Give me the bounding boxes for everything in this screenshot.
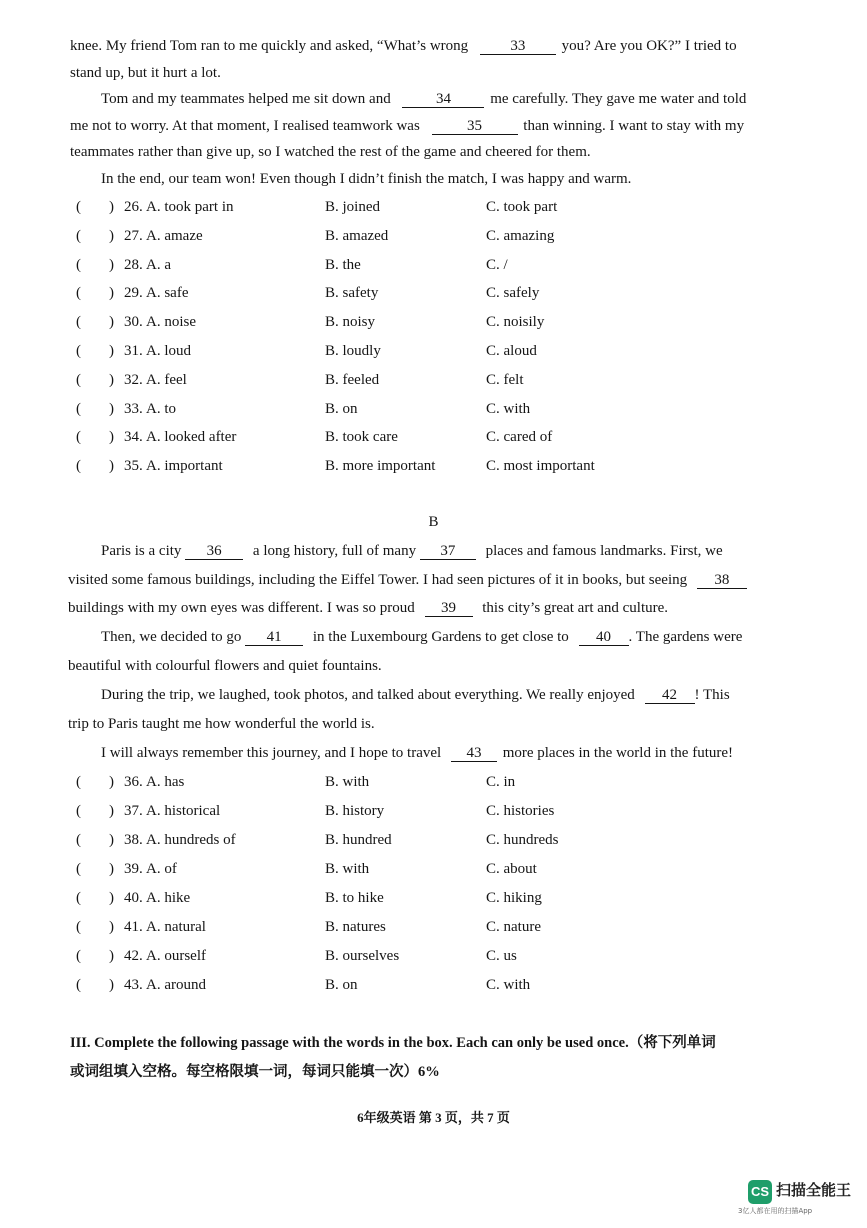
answer-bracket-open: ( [76,948,81,964]
question-row [0,945,867,967]
passage-text: trip to Paris taught me how wonderful the world is. [68,716,375,732]
answer-bracket-open: ( [76,890,81,906]
blank-number: 34 [435,91,451,107]
passage-text: teammates rather than give up, so I watched the rest of the game and cheered for them. [70,144,591,160]
passage-text: more places in the world in the future! [502,745,734,761]
question-row [0,282,867,304]
answer-bracket-close: ) [109,199,114,215]
question-number: 43. [124,977,143,993]
question-number: 31. [124,343,143,359]
answer-blank [697,572,747,589]
option-b: B. with [325,861,370,877]
answer-bracket-open: ( [76,803,81,819]
answer-bracket-close: ) [109,429,114,446]
question-row [0,829,867,851]
answer-bracket-open: ( [76,256,81,273]
blank-number: 37 [440,543,456,559]
answer-bracket-open: ( [76,861,81,877]
passage-text: knee. My friend Tom ran to me quickly and asked, “What’s wrong [70,38,469,54]
answer-bracket-close: ) [109,400,114,417]
passage-text: me carefully. They gave me water and told [490,91,747,107]
answer-blank [245,629,303,646]
passage-text: Then, we decided to go [101,629,242,645]
passage-a-line [70,63,221,83]
option-a: A. took part in [146,199,234,215]
scanner-tagline: 3亿人都在用的扫描App [738,1207,813,1215]
option-a: A. safe [146,285,189,302]
answer-bracket-close: ) [109,314,114,331]
option-c: C. with [486,977,531,993]
option-b: B. history [325,803,385,819]
answer-bracket-open: ( [76,199,81,215]
question-number: 34. [124,429,143,446]
answer-bracket-open: ( [76,285,81,302]
passage-b-line [101,743,733,763]
option-a: A. natural [146,919,206,935]
question-number: 32. [124,371,143,388]
question-number: 36. [124,774,143,790]
answer-bracket-close: ) [109,803,114,819]
option-a: A. hike [146,890,191,906]
passage-b-line [68,598,668,618]
answer-bracket-close: ) [109,371,114,388]
answer-bracket-open: ( [76,314,81,331]
answer-blank [451,745,497,762]
option-c: C. amazing [486,227,555,244]
passage-b-line [68,570,747,590]
question-number: 37. [124,803,143,819]
section-iii-line: III. Complete the following passage with the words in the box. Each can only be used once.（将下列单词 [70,1035,716,1051]
option-b: B. natures [325,919,386,935]
answer-bracket-open: ( [76,400,81,417]
blank-number: 36 [206,543,222,559]
answer-blank [579,629,629,646]
option-b: B. joined [325,199,380,215]
option-c: C. most important [486,458,595,475]
blank-number: 38 [714,572,730,588]
question-row [0,254,867,276]
question-row [0,916,867,938]
answer-bracket-close: ) [109,458,114,475]
section-iii-instructions [70,1062,440,1082]
answer-bracket-open: ( [76,343,81,359]
option-a: A. feel [146,371,187,388]
answer-bracket-close: ) [109,948,114,964]
option-b: B. the [325,256,361,273]
option-c: C. cared of [486,429,553,446]
passage-a-line [70,36,737,56]
option-a: A. around [146,977,206,993]
question-row [0,974,867,996]
answer-bracket-close: ) [109,285,114,302]
answer-bracket-open: ( [76,429,81,446]
option-a: A. has [146,774,185,790]
answer-blank [420,543,476,560]
option-b: B. noisy [325,314,376,331]
option-a: A. of [146,861,177,877]
answer-bracket-close: ) [109,890,114,906]
passage-a-line [70,142,591,162]
question-row [0,369,867,391]
blank-number: 43 [466,745,482,761]
option-c: C. histories [486,803,555,819]
passage-text: this city’s great art and culture. [482,600,669,616]
passage-text: During the trip, we laughed, took photos, and talked about everything. We really enjoyed [101,687,635,703]
option-a: A. hundreds of [146,832,236,848]
answer-bracket-close: ) [109,343,114,359]
option-b: B. on [325,400,358,417]
question-number: 38. [124,832,143,848]
section-iii-line: 或词组填入空格。每空格限填一词，每词只能填一次）6% [70,1064,440,1080]
option-c: C. hundreds [486,832,559,848]
answer-blank [425,600,473,617]
question-number: 41. [124,919,143,935]
section-iii-instructions [70,1033,716,1053]
option-c: C. nature [486,919,541,935]
question-row [0,858,867,880]
option-b: B. loudly [325,343,381,359]
question-number: 28. [124,256,143,273]
option-a: A. ourself [146,948,206,964]
option-b: B. on [325,977,358,993]
question-number: 42. [124,948,143,964]
question-number: 40. [124,890,143,906]
answer-bracket-close: ) [109,977,114,993]
question-number: 39. [124,861,143,877]
passage-text: stand up, but it hurt a lot. [70,65,221,81]
question-number: 30. [124,314,143,331]
passage-text: In the end, our team won! Even though I didn’t finish the match, I was happy and warm. [101,171,632,187]
option-b: B. with [325,774,370,790]
passage-text: you? Are you OK?” I tried to [561,38,737,54]
question-row [0,800,867,822]
option-c: C. about [486,861,537,877]
passage-text: buildings with my own eyes was different. I was so proud [68,600,415,616]
answer-bracket-close: ) [109,774,114,790]
option-b: B. took care [325,429,398,446]
answer-bracket-close: ) [109,919,114,935]
option-c: C. / [486,256,508,273]
passage-text: places and famous landmarks. First, we [485,543,723,559]
passage-text: beautiful with colourful flowers and quiet fountains. [68,658,382,674]
passage-b-line [101,685,730,705]
option-c: C. in [486,774,516,790]
option-a: A. amaze [146,227,203,244]
passage-b-line [101,627,742,647]
passage-b-line [101,541,723,561]
option-a: A. historical [146,803,221,819]
question-row [0,398,867,420]
blank-number: 39 [441,600,457,616]
scanner-logo-icon: CS [748,1180,772,1204]
answer-bracket-open: ( [76,774,81,790]
question-number: 27. [124,227,143,244]
question-number: 33. [124,400,143,417]
answer-bracket-close: ) [109,861,114,877]
answer-bracket-open: ( [76,919,81,935]
option-c: C. hiking [486,890,542,906]
question-row [0,426,867,448]
option-c: C. us [486,948,517,964]
option-a: A. important [146,458,223,475]
passage-text: in the Luxembourg Gardens to get close to [312,629,569,645]
passage-text: than winning. I want to stay with my [523,118,745,134]
passage-text: ! This [694,687,730,703]
blank-number: 42 [662,687,678,703]
passage-text: visited some famous buildings, including the Eiffel Tower. I had seen pictures of it in books, but seeing [68,572,688,588]
answer-blank [432,118,518,135]
page-footer: 6年级英语 第 3 页，共 7 页 [357,1110,510,1125]
question-row [0,311,867,333]
option-b: B. to hike [325,890,384,906]
passage-b-line [68,714,375,734]
option-c: C. with [486,400,531,417]
question-row [0,455,867,477]
passage-a-line [101,169,631,189]
answer-blank [645,687,695,704]
answer-bracket-open: ( [76,977,81,993]
answer-bracket-open: ( [76,458,81,475]
blank-number: 33 [510,38,526,54]
question-row [0,771,867,793]
question-row [0,225,867,247]
option-b: B. amazed [325,227,389,244]
answer-bracket-open: ( [76,227,81,244]
answer-blank [185,543,243,560]
answer-bracket-close: ) [109,832,114,848]
passage-text: I will always remember this journey, and I hope to travel [101,745,442,761]
option-b: B. hundred [325,832,392,848]
question-number: 29. [124,285,143,302]
blank-number: 41 [266,629,282,645]
scanner-app-name: 扫描全能王 [776,1181,852,1199]
option-b: B. feeled [325,371,380,388]
answer-bracket-open: ( [76,832,81,848]
passage-text: Paris is a city [101,543,182,559]
option-a: A. noise [146,314,196,331]
answer-bracket-close: ) [109,256,114,273]
passage-a-line [101,89,746,109]
answer-blank [402,91,484,108]
option-a: A. loud [146,343,191,359]
scanner-watermark [738,1176,858,1216]
option-b: B. ourselves [325,948,400,964]
option-c: C. noisily [486,314,545,331]
question-number: 35. [124,458,143,475]
blank-number: 35 [467,118,483,134]
question-row [0,196,867,218]
option-b: B. safety [325,285,379,302]
answer-blank [480,38,556,55]
passage-text: me not to worry. At that moment, I realised teamwork was [70,118,420,134]
passage-text: . The gardens were [628,629,743,645]
answer-bracket-close: ) [109,227,114,244]
section-b-heading: B [428,514,439,530]
blank-number: 40 [596,629,612,645]
passage-text: a long history, full of many [252,543,417,559]
option-a: A. to [146,400,176,417]
question-row [0,887,867,909]
option-a: A. looked after [146,429,237,446]
question-number: 26. [124,199,143,215]
passage-b-line [68,656,382,676]
passage-text: Tom and my teammates helped me sit down and [101,91,391,107]
option-c: C. felt [486,371,524,388]
passage-a-line [70,116,744,136]
option-c: C. aloud [486,343,537,359]
option-c: C. safely [486,285,540,302]
option-b: B. more important [325,458,436,475]
option-a: A. a [146,256,171,273]
question-row [0,340,867,362]
answer-bracket-open: ( [76,371,81,388]
option-c: C. took part [486,199,558,215]
